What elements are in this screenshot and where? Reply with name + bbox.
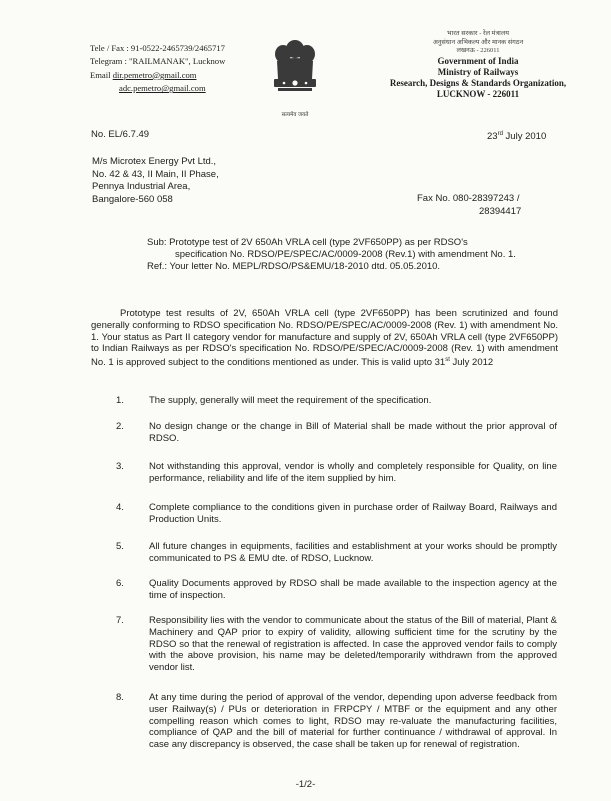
org-line: Research, Designs & Standards Organization,	[389, 77, 567, 88]
email-line	[90, 69, 225, 82]
national-emblem	[262, 35, 328, 119]
letter-page: Tele / Fax : 91-0522-2465739/2465717 Telegram : "RAILMANAK", Lucknow Email dir.pemetro@gmail.com adc.pemetro@gmail.com सत्यमेव जयते भारत सरकार - रेल मंत्रालय अनुसंधान अभिकल्प और मानक संगठन लखनऊ - 226011 Government of India Ministry of Railways Research, Designs & Standards Organization, LUCKNOW - 226011 No. EL/6.7.49 23rd July 2010 M/s Microtex Energy Pvt Ltd., No. 42 & 43, II Main, II Phase, Pennya Industrial Area, Bangalore-560 058 Fax No. 080-28397243 / 28394417 Sub: Prototype test of 2V 650Ah VRLA cell (type 2VF650PP) as per RDSO's specification No. RDSO/PE/SPEC/AC/0009-2008 (Rev.1) with amendment No. 1. Ref.: Your letter No. MEPL/RDSO/PS&EMU/18-2010 dtd. 05.05.2010. Prototype test results of 2V, 650Ah VRLA cell (type 2VF650PP) has been scrutinized and found generally conforming to RDSO specification No. RDSO/PE/SPEC/AC/0009-2008 (Rev. 1) with amendment No. 1. Your status as Part II category vendor for manufacture and supply of 2V, 650Ah VRLA cell (type 2VF650PP) to Indian Railways as per RDSO's specification No. RDSO/PE/SPEC/AC/0009-2008 (Rev. 1) with amendment No. 1 is approved subject to the conditions mentioned as under. This is valid upto 31st July 2012 1. The supply, generally will meet the requirement of the specification. 2. No design change or the change in Bill of Material shall be made without the prior approval of RDSO. 3. Not withstanding this approval, vendor is wholly and completely responsible for Quality, on line performance, reliability and life of the item supplied by him. 4. Complete compliance to the conditions given in purchase order of Railway Board, Railways and Production Units. 5. All future changes in equipments, facilities and establishment at your works should be promptly communicated to PS & EMU dte. of RDSO, Lucknow. 6. Quality Documents approved by RDSO shall be made available to the inspection agency at the time of inspection. 7. Responsibility lies with the vendor to communicate about the status of the Bill of material, Plant & Machinery and QAP prior to expiry of validity, allowing sufficient time for the scrutiny by the RDSO so that the renewal of registration is affected. In case the approved vendor fails to comply with the above provision, his name may be deleted/temporarily withdrawn from the approved vendor list. 8. At any time during the period of approval of the vendor, depending upon adverse feedback from user Railway(s) / PUs or deterioration in FRPCPY / MTBF or the equipment and any other compelling reason which comes to light, RDSO may re-valuate the manufacturing facilities, compliance of QAP and the bill of material for further continuance / withdrawal of approval. In case any discrepancy is observed, the case shall be taken up for renewal of registration. -1/2-	[0, 0, 611, 801]
organization-heading	[368, 30, 588, 100]
ministry-line: Ministry of Railways	[437, 66, 519, 77]
telegram-line: Telegram : "RAILMANAK", Lucknow	[90, 56, 226, 67]
page-number: -1/2-	[295, 779, 316, 790]
address-line: Pennya Industrial Area,	[92, 181, 191, 192]
reference-line: Ref.: Your letter No. MEPL/RDSO/PS&EMU/18-2010 dtd. 05.05.2010.	[147, 260, 441, 272]
fax-number: Fax No. 080-28397243 / 28394417	[417, 193, 522, 217]
letter-date: 23rd July 2010	[487, 131, 547, 143]
intro-paragraph: Prototype test results of 2V, 650Ah VRLA cell (type 2VF650PP) has been scrutinized and found generally conforming to RDSO specification No. RDSO/PE/SPEC/AC/0009-2008 (Rev. 1) with amendment No. 1. Your status as Part II category vendor for manufacture and supply of 2V, 650Ah VRLA cell (type 2VF650PP) to Indian Railways as per RDSO's specification No. RDSO/PE/SPEC/AC/0009-2008 (Rev. 1) with amendment No. 1 is approved subject to the conditions mentioned as under. This is valid upto 31st July 2012	[91, 308, 558, 369]
email-label: Email	[90, 69, 111, 80]
hindi-line-2: अनुसंधान अभिकल्प और मानक संगठन	[432, 38, 524, 46]
emblem-motto: सत्यमेव जयते	[281, 112, 309, 118]
address-line: M/s Microtex Energy Pvt Ltd.,	[92, 156, 217, 167]
subject-line: specification No. RDSO/PE/SPEC/AC/0009-2008 (Rev.1) with amendment No. 1.	[175, 248, 516, 260]
contact-block	[90, 42, 225, 96]
phone-line: Tele / Fax : 91-0522-2465739/2465717	[90, 43, 225, 53]
city-line: LUCKNOW - 226011	[436, 89, 520, 100]
hindi-line-1: भारत सरकार - रेल मंत्रालय	[446, 30, 510, 37]
address-line: No. 42 & 43, II Main, II Phase,	[92, 168, 219, 180]
lion-capital-icon	[262, 35, 328, 105]
email-line-2	[90, 82, 225, 95]
subject-line: Sub: Prototype test of 2V 650Ah VRLA cell (type 2VF650PP) as per RDSO's	[147, 237, 468, 248]
govt-line: Government of India	[437, 55, 519, 66]
subject-block	[147, 237, 557, 272]
address-line: Bangalore-560 058	[92, 193, 173, 205]
addressee-block	[92, 156, 219, 206]
hindi-line-3: लखनऊ - 226011	[456, 47, 500, 54]
email-link-1[interactable]: dir.pemetro@gmail.com	[112, 69, 197, 80]
email-link-2[interactable]: adc.pemetro@gmail.com	[119, 83, 206, 94]
reference-number: No. EL/6.7.49	[91, 129, 150, 140]
